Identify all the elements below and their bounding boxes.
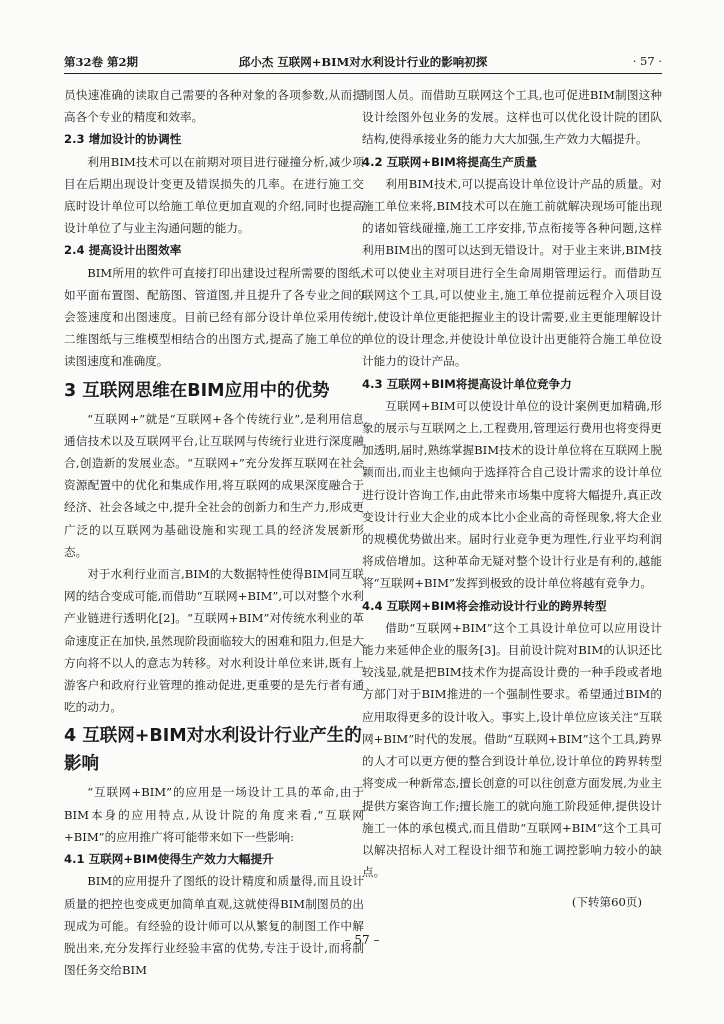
continued-note: (下转第60页) xyxy=(571,895,642,910)
left-column xyxy=(64,84,364,981)
body-paragraph: BIM的应用提升了图纸的设计精度和质量得,而且设计质量的把控也变成更加简单直观,这就使得BIM制图员的出现成为可能。有经验的设计师可以从繁复的制图工作中解脱出来,充分发挥行业经验丰富的优势,专注于设计,而将制图任务交给BIM xyxy=(64,874,364,978)
body-paragraph: “互联网+”就是“互联网+各个传统行业”,是利用信息通信技术以及互联网平台,让互联网与传统行业进行深度融合,创造新的发展业态。“互联网+”充分发挥互联网在社会资源配置中的优化和集成作用,将互联网的成果深度融合于经济、社会各域之中,提升全社会的创新力和生产力,形成更广泛的以互联网为基础设施和实现工具的经济发展新形态。 xyxy=(64,411,364,559)
subsection-heading: 4.3 互联网+BIM将提高设计单位竞争力 xyxy=(362,376,572,391)
volume-issue: 第32卷 第2期 xyxy=(64,55,139,69)
body-paragraph: 借助“互联网+BIM”这个工具设计单位可以应用设计能力来延伸企业的服务[3]。目前设计院对BIM的认识还比较浅显,就是把BIM技术作为提高设计费的一种手段或者地方部门对于BIM推进的一个强制性要求。希望通过BIM的应用取得更多的设计收入。事实上,设计单位应该关注“互联网+BIM”时代的发展。借助“互联网+BIM”这个工具,跨界的人才可以更方便的整合到设计单位,设计单位的跨界转型将变成一种新常态,擅长创意的可以往创意方面发展,为业主提供方案咨询工作;擅长施工的就向施工阶段延伸,提供设计施工一体的承包模式,而且借助“互联网+BIM”这个工具可以解决招标人对工程设计细节和施工调控影响力较小的缺点。 xyxy=(362,620,662,880)
subsection-heading: 4.4 互联网+BIM将会推动设计行业的跨界转型 xyxy=(362,598,607,613)
body-paragraph: 利用BIM技术可以在前期对项目进行碰撞分析,减少项目在后期出现设计变更及错误损失的几率。在进行施工交底时设计单位可以给施工单位更加直观的介绍,同时也提高设计单位了与业主沟通问题的能力。 xyxy=(64,154,364,236)
body-paragraph: 对于水利行业而言,BIM的大数据特性使得BIM同互联网的结合变成可能,而借助“互联网+BIM”,可以对整个水利产业链进行透明化[2]。“互联网+BIM”对传统水利业的革命速度正在加快,虽然现阶段面临较大的困难和阻力,但是大方向将不以人的意志为转移。对水利设计单位来讲,既有上游客户和政府行业管理的推动促进,更重要的是先行者有通吃的动力。 xyxy=(64,567,364,715)
header-page-number: · 57 · xyxy=(632,54,662,68)
header-rule xyxy=(64,73,662,74)
running-header xyxy=(64,54,662,72)
body-paragraph: 员快速准确的读取自己需要的各种对象的各项参数,从而提高各个专业的精度和效率。 xyxy=(64,88,364,125)
subsection-heading: 4.1 互联网+BIM使得生产效力大幅提升 xyxy=(64,852,274,867)
subsection-heading: 4.2 互联网+BIM将提高生产质量 xyxy=(362,154,537,169)
body-paragraph: “互联网+BIM”的应用是一场设计工具的革命,由于BIM本身的应用特点,从设计院的角度来看,“互联网+BIM”的应用推广将可能带来如下一些影响: xyxy=(64,785,364,844)
body-paragraph: 制图人员。而借助互联网这个工具,也可促进BIM制图这种设计绘图外包业务的发展。这样也可以优化设计院的团队结构,使得承接业务的能力大大加强,生产效力大幅提升。 xyxy=(362,88,662,147)
subsection-heading: 2.4 提高设计出图效率 xyxy=(64,243,182,258)
body-paragraph: 利用BIM技术,可以提高设计单位设计产品的质量。对施工单位来将,BIM技术可以在施工前就解决现场可能出现的诸如管线碰撞,施工工序安排,节点衔接等各种问题,这样利用BIM出的图可以达到无错设计。对于业主来讲,BIM技术可以使业主对项目进行全生命周期管理运行。而借助互联网这个工具,可以使业主,施工单位提前远程介入项目设计,使设计单位更能把握业主的设计需要,业主更能理解设计单位的设计理念,并使设计单位设计出更能符合施工单位设计能力的设计产品。 xyxy=(362,176,662,369)
running-title: 邱小杰 互联网+BIM对水利设计行业的影响初探 xyxy=(238,55,488,69)
section-heading: 4 互联网+BIM对水利设计行业产生的影响 xyxy=(64,726,362,775)
footer-page-number: – 57 – xyxy=(344,933,380,947)
right-column xyxy=(362,84,662,914)
subsection-heading: 2.3 增加设计的协调性 xyxy=(64,132,182,147)
section-heading: 3 互联网思维在BIM应用中的优势 xyxy=(64,380,330,401)
body-paragraph: BIM所用的软件可直接打印出建设过程所需要的图纸,如平面布置图、配筋图、管道图,并且提升了各专业之间的会签速度和出图速度。目前已经有部分设计单位采用传统二维图纸与三维模型相结合的出图方式,提高了施工单位的读图速度和准确度。 xyxy=(64,265,364,369)
body-paragraph: 互联网+BIM可以使设计单位的设计案例更加精确,形象的展示与互联网之上,工程费用,管理运行费用也将变得更加透明,届时,熟练掌握BIM技术的设计单位将在互联网上脱颖而出,而业主也倾向于选择符合自己设计需求的设计单位进行设计咨询工作,由此带来市场集中度将大幅提升,真正改变设计行业大企业的成本比小企业高的奇怪现象,将大企业的规模优势做出来。届时行业竞争更为理性,行业平均利润将成倍增加。这种革命无疑对整个设计行业是有利的,越能将“互联网+BIM”发挥到极致的设计单位将越有竞争力。 xyxy=(362,398,662,591)
